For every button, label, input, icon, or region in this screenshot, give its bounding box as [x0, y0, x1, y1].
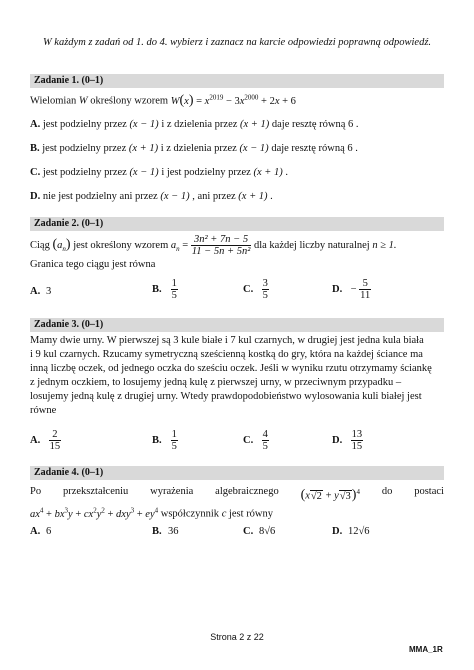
page-number: Strona 2 z 22 — [210, 632, 264, 642]
task-2 — [30, 217, 444, 308]
sequence-formula: $\frac{\text{3n² + 7n − 5}}{\text{11 − 5n + 5n²}}$ — [191, 234, 251, 258]
task-2-option-c[interactable]: C. $\frac{3}{5}$ — [243, 278, 268, 301]
task-4-option-a[interactable]: A. 6 — [30, 525, 52, 537]
task-3-option-d[interactable]: D. $\frac{13}{15}$ — [332, 429, 363, 452]
task-2-options — [30, 278, 444, 308]
task-1-statement: Wielomian W określony wzorem $W(x) = x^{2019} - 3x^{2000} + 2x + 6$ — [30, 92, 296, 108]
task-2-option-b[interactable]: B. $\frac{1}{5}$ — [152, 278, 177, 301]
task-2-statement: Ciąg $(a_n)$ jest określony wzorem $a_n$ = $\frac{\text{3n² + 7n − 5}}{\text{11 − 5n + 5n²}}$ dla każdej liczby naturalnej n ≥ 1. — [30, 234, 397, 258]
instruction: W każdym z zadań od 1. do 4. wybierz i zaznacz na karcie odpowiedzi poprawną odpowiedź. — [42, 37, 432, 48]
task-1-option-d[interactable]: D. nie jest podzielny ani przez (x − 1) , ani przez (x + 1) . — [30, 190, 273, 202]
task-3-header: Zadanie 3. (0–1) — [30, 318, 444, 332]
task-3-option-b[interactable]: B. $\frac{1}{5}$ — [152, 429, 177, 452]
task-3-option-a[interactable]: A. $\frac{2}{15}$ — [30, 429, 61, 452]
task-3-statement: Mamy dwie urny. W pierwszej są 3 kule białe i 7 kul czarnych, w drugiej jest jedna kula biała i 9 kul czarnych. Rzucamy symetryczną sześcienną kostką do gry, która na każdej ściance ma inną liczbę oczek, od jednego oczka do sześciu oczek. Jeśli w wyniku rzutu otrzymamy ściankę z jednym oczkiem, to losujemy jedną kulę z pierwszej urny, w przeciwnym przypadku – losujemy jedną kulę z drugiej urny. Wtedy prawdopodobieństwo wylosowania kuli białej jest równe — [30, 335, 432, 416]
algebraic-expression: $(x√2 + y√3)^4$ — [300, 487, 360, 503]
task-4 — [30, 466, 444, 542]
task-1-option-b[interactable]: B. jest podzielny przez (x + 1) i z dzielenia przez (x − 1) daje resztę równą 6 . — [30, 142, 358, 154]
task-2-header: Zadanie 2. (0–1) — [30, 217, 444, 231]
task-4-options — [30, 526, 444, 542]
task-1 — [30, 74, 444, 204]
task-4-option-b[interactable]: B. 36 — [152, 525, 179, 537]
task-2-question: Granica tego ciągu jest równa — [30, 259, 156, 270]
task-4-option-c[interactable]: C. 8√6 — [243, 525, 276, 537]
polynomial-form: $ax^4 + bx^3y + cx^2y^2 + dxy^3 + ey^4$ — [30, 506, 159, 520]
task-2-option-a[interactable]: A. 3 — [30, 286, 52, 298]
task-4-header: Zadanie 4. (0–1) — [30, 466, 444, 480]
polynomial-formula: $W(x) = x^{2019} - 3x^{2000} + 2x + 6$ — [170, 92, 296, 108]
exam-code: MMA_1R — [409, 645, 443, 654]
task-4-statement-1: Po przekształceniu wyrażenia algebraicznego $(x√2 + y√3)^4$ do postaci — [30, 483, 444, 501]
task-4-option-d[interactable]: D. 12√6 — [332, 525, 370, 537]
task-1-option-a[interactable]: A. jest podzielny przez (x − 1) i z dzielenia przez (x + 1) daje resztę równą 6 . — [30, 118, 359, 130]
task-3 — [30, 318, 444, 459]
task-4-statement-2: $ax^4 + bx^3y + cx^2y^2 + dxy^3 + ey^4$ współczynnik c jest równy — [30, 506, 274, 520]
task-2-option-d[interactable]: D. − $\frac{5}{11}$ — [332, 278, 371, 301]
task-1-option-c[interactable]: C. jest podzielny przez (x − 1) i jest podzielny przez (x + 1) . — [30, 166, 288, 178]
task-1-header: Zadanie 1. (0–1) — [30, 74, 444, 88]
task-3-options — [30, 429, 444, 459]
task-3-option-c[interactable]: C. $\frac{4}{5}$ — [243, 429, 268, 452]
